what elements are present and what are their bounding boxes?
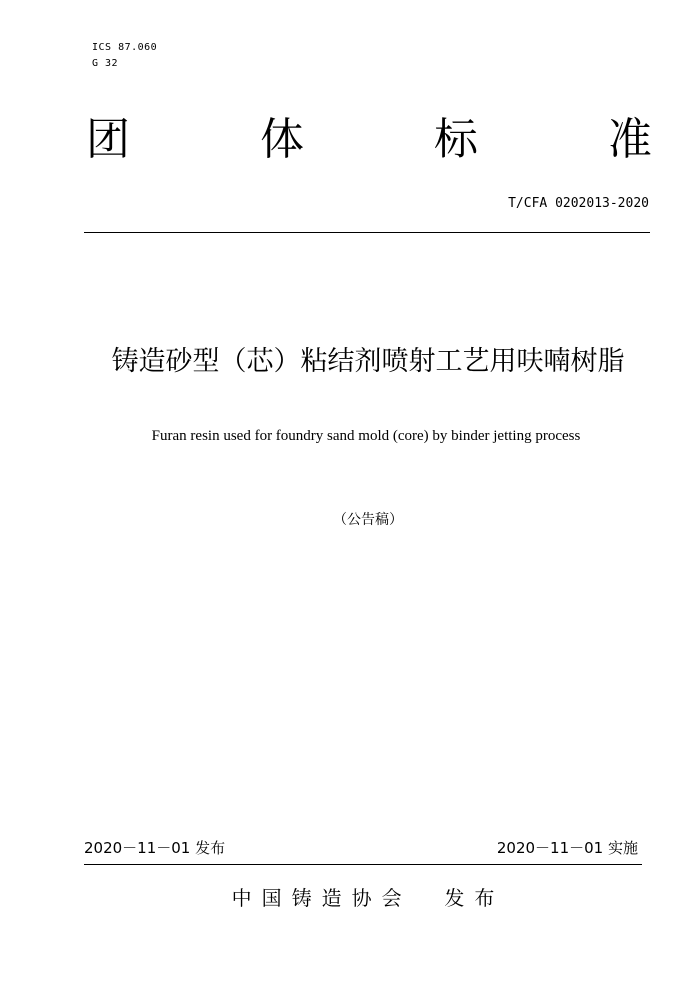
standard-type-char: 体: [260, 114, 304, 165]
standard-type-char: 团: [86, 114, 130, 165]
issue-date: 2020－11－01 发布: [84, 839, 226, 857]
implementation-date: 2020－11－01 实施: [496, 839, 638, 857]
standard-type-heading: [86, 112, 652, 168]
classification-codes: [92, 40, 157, 72]
ccs-code: G 32: [92, 58, 119, 69]
bottom-divider: [84, 864, 642, 865]
document-title-cn: 铸造砂型（芯）粘结剂喷射工艺用呋喃树脂: [111, 346, 625, 377]
draft-status: （公告稿）: [333, 512, 403, 528]
standard-type-char: 准: [608, 114, 652, 165]
top-divider: [84, 232, 650, 233]
ics-code: ICS 87.060: [92, 42, 158, 53]
publisher: 中国铸造协会 发布: [231, 886, 505, 910]
standard-type-char: 标: [434, 114, 478, 165]
standard-number: T/CFA 0202013-2020: [508, 196, 649, 211]
document-title-en: Furan resin used for foundry sand mold (core) by binder jetting process: [151, 428, 581, 444]
